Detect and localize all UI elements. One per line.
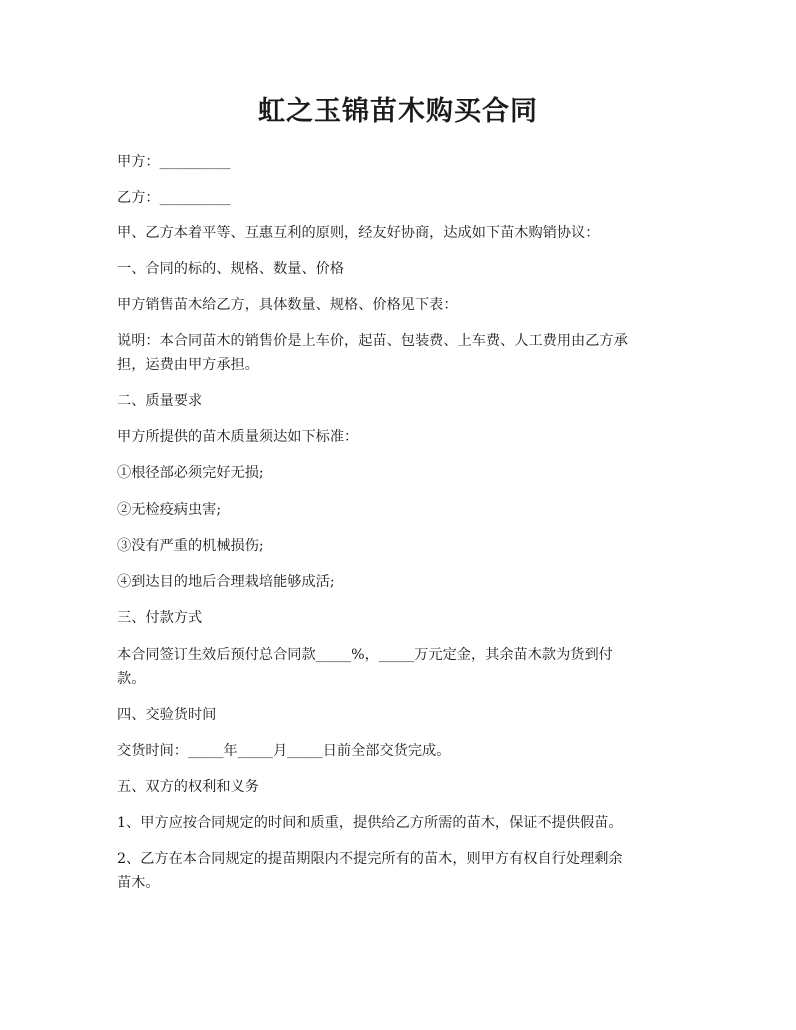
section-1-text: 甲方销售苗木给乙方，具体数量、规格、价格见下表： bbox=[117, 297, 458, 313]
requirement-1: ①根径部必须完好无损; bbox=[117, 465, 264, 481]
requirement-4: ④到达目的地后合理栽培能够成活; bbox=[117, 574, 335, 590]
requirement-3: ③没有严重的机械损伤; bbox=[117, 538, 264, 554]
section-2-heading: 二、质量要求 bbox=[117, 393, 203, 409]
party-a-line: 甲方：__________ bbox=[117, 154, 231, 170]
requirement-2: ②无检疫病虫害; bbox=[117, 502, 222, 518]
duty-2-line-1: 2、乙方在本合同规定的提苗期限内不提完所有的苗木，则甲方有权自行处理剩余 bbox=[117, 851, 623, 867]
section-4-heading: 四、交验货时间 bbox=[117, 707, 217, 723]
duty-2-line-2: 苗木。 bbox=[117, 875, 160, 891]
intro-paragraph: 甲、乙方本着平等、互惠互利的原则，经友好协商，达成如下苗木购销协议： bbox=[117, 225, 600, 241]
section-5-heading: 五、双方的权利和义务 bbox=[117, 779, 259, 795]
payment-line-2: 款。 bbox=[117, 671, 146, 687]
party-b-line: 乙方：__________ bbox=[117, 190, 231, 206]
note-line-1: 说明：本合同苗木的销售价是上车价，起苗、包装费、上车费、人工费用由乙方承 bbox=[117, 333, 628, 349]
duty-1: 1、甲方应按合同规定的时间和质重，提供给乙方所需的苗木，保证不提供假苗。 bbox=[117, 815, 623, 831]
section-1-heading: 一、合同的标的、规格、数量、价格 bbox=[117, 261, 345, 277]
note-line-2: 担，运费由甲方承担。 bbox=[117, 357, 259, 373]
document-title: 虹之玉锦苗木购买合同 bbox=[258, 96, 538, 127]
delivery-text: 交货时间：_____年_____月_____日前全部交货完成。 bbox=[117, 743, 451, 759]
section-3-heading: 三、付款方式 bbox=[117, 610, 203, 626]
section-2-text: 甲方所提供的苗木质量须达如下标准： bbox=[117, 429, 359, 445]
payment-line-1: 本合同签订生效后预付总合同款_____%，_____万元定金，其余苗木款为货到付 bbox=[117, 647, 613, 663]
